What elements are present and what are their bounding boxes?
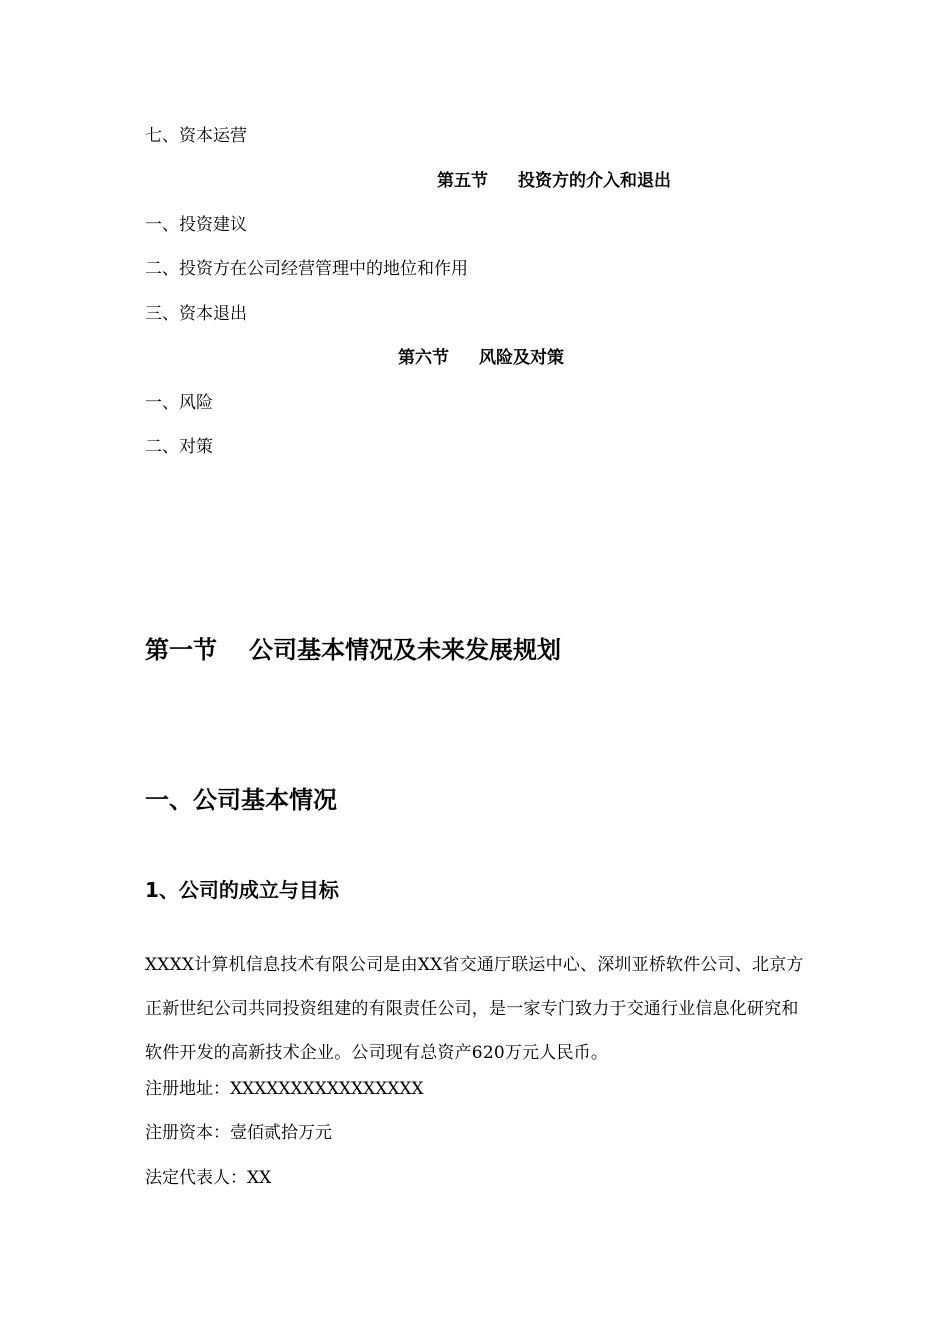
legal-representative: 法定代表人：XX <box>145 1168 272 1188</box>
toc-section5-item-2: 二、投资方在公司经营管理中的地位和作用 <box>145 259 468 279</box>
toc-section6-number: 第六节 <box>398 348 449 368</box>
toc-section6-heading <box>398 346 564 370</box>
chapter-title: 公司基本情况及未来发展规划 <box>249 636 561 664</box>
subsection-heading-founding: 1、公司的成立与目标 <box>145 878 339 902</box>
chapter-number: 第一节 <box>145 636 217 664</box>
chapter-heading <box>145 634 561 666</box>
toc-section6-item-1: 一、风险 <box>145 393 213 413</box>
registered-address: 注册地址：XXXXXXXXXXXXXXXX <box>145 1079 424 1099</box>
toc-section6-item-2: 二、对策 <box>145 437 213 457</box>
toc-section6-title: 风险及对策 <box>479 348 564 368</box>
toc-section5-heading <box>437 169 671 193</box>
toc-section5-item-3: 三、资本退出 <box>145 304 247 324</box>
toc-section5-title: 投资方的介入和退出 <box>518 171 671 191</box>
section-heading-basic-info: 一、公司基本情况 <box>145 786 337 814</box>
registered-capital: 注册资本：壹佰贰拾万元 <box>145 1123 332 1143</box>
toc-section5-number: 第五节 <box>437 171 488 191</box>
intro-paragraph: XXXX计算机信息技术有限公司是由XX省交通厅联运中心、深圳亚桥软件公司、北京方正新世纪公司共同投资组建的有限责任公司，是一家专门致力于交通行业信息化研究和软件开发的高新技术企业。公司现有总资产620万元人民币。 <box>145 955 804 1063</box>
toc-section5-item-1: 一、投资建议 <box>145 215 247 235</box>
toc-item-capital-operations: 七、资本运营 <box>145 126 247 146</box>
